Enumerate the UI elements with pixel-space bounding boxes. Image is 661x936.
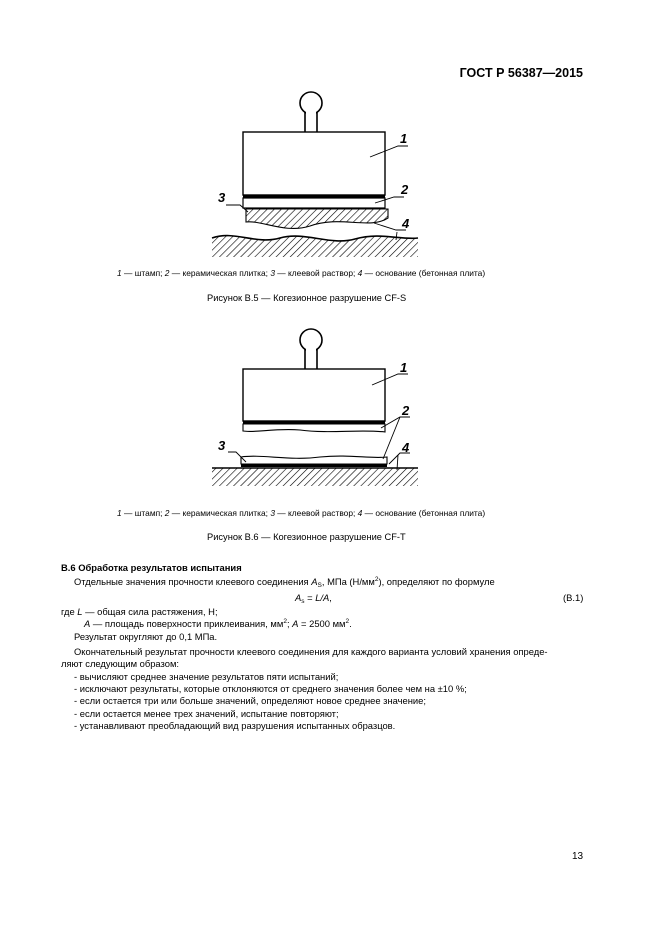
final-result-line-1: Окончательный результат прочности клеевого соединения для каждого варианта условий хранения опреде- xyxy=(74,646,548,657)
stamp-handle xyxy=(300,92,322,133)
area-text-d: . xyxy=(349,618,352,629)
concrete-base xyxy=(212,468,418,486)
area-superscript-2: 2 xyxy=(345,618,350,625)
area-symbol: A xyxy=(84,618,91,629)
formula-subscript: s xyxy=(301,598,305,605)
area-symbol-2: A xyxy=(292,618,299,629)
where-text-a: где xyxy=(61,606,78,617)
legend-text-1: — штамп; xyxy=(121,268,165,278)
final-result-line-2: ляют следующим образом: xyxy=(61,658,179,669)
legend-num-3: 3 xyxy=(270,268,275,278)
area-line xyxy=(84,618,352,630)
stamp-block xyxy=(243,369,385,421)
tile-layer xyxy=(243,195,385,208)
label-3: 3 xyxy=(218,190,226,205)
legend-num-2: 2 xyxy=(164,508,170,518)
tile-layer-bottom xyxy=(241,456,387,467)
legend-num-4: 4 xyxy=(357,268,363,278)
area-text-b: ; xyxy=(286,618,293,629)
legend-num-3: 3 xyxy=(270,508,275,518)
legend-num-1: 1 xyxy=(117,508,122,518)
p1-subscript: S xyxy=(317,582,322,589)
legend-num-1: 1 xyxy=(117,268,122,278)
legend-text-2: — керамическая плитка; xyxy=(169,268,271,278)
label-4: 4 xyxy=(402,216,410,231)
page-number: 13 xyxy=(572,851,584,862)
adhesive-layer xyxy=(246,209,388,228)
legend-text-4: — основание (бетонная плита) xyxy=(362,508,486,518)
area-superscript: 2 xyxy=(283,618,287,625)
figure-b5-caption: Рисунок В.5 — Когезионное разрушение CF-S xyxy=(207,293,407,303)
label-2: 2 xyxy=(402,403,410,418)
legend-num-2: 2 xyxy=(164,268,170,278)
formula-end: , xyxy=(329,592,332,603)
where-symbol: L xyxy=(77,606,83,617)
label-1: 1 xyxy=(400,360,408,375)
legend-text-3: — клеевой раствор; xyxy=(274,508,358,518)
legend-text-2: — керамическая плитка; xyxy=(169,508,271,518)
formula-equals: = xyxy=(304,592,316,603)
figure-b5-legend xyxy=(117,268,485,278)
label-1: 1 xyxy=(400,131,408,146)
legend-text-3: — клеевой раствор; xyxy=(274,268,358,278)
figure-b6-diagram xyxy=(0,316,661,491)
bullet-3: - если остается три или больше значений, определяют новое среднее значение; xyxy=(74,695,426,706)
p1-superscript: 2 xyxy=(374,576,379,583)
where-text-b: — общая сила растяжения, Н; xyxy=(82,606,218,617)
stamp-block xyxy=(243,132,385,195)
formula-number: (В.1) xyxy=(563,592,584,603)
legend-text-4: — основание (бетонная плита) xyxy=(362,268,486,278)
paragraph-strength xyxy=(74,576,495,588)
bullet-4: - если остается менее трех значений, испытание повторяют; xyxy=(74,708,339,719)
legend-text-1: — штамп; xyxy=(121,508,165,518)
p1-symbol: A xyxy=(311,576,318,587)
figure-b5-diagram xyxy=(0,80,661,265)
p1-text-b: , МПа (Н/мм xyxy=(321,576,375,587)
p1-text-a: Отдельные значения прочности клеевого соединения xyxy=(74,576,312,587)
figure-b6-caption: Рисунок В.6 — Когезионное разрушение CF-T xyxy=(207,532,406,542)
tile-layer-top xyxy=(243,421,385,432)
bullet-2: - исключают результаты, которые отклоняются от среднего значения более чем на ±10 %; xyxy=(74,683,467,694)
p1-text-c: ), определяют по формуле xyxy=(378,576,495,587)
formula-rhs: L/A xyxy=(315,592,330,603)
where-line xyxy=(61,606,218,618)
label-2: 2 xyxy=(401,182,409,197)
label-3: 3 xyxy=(218,438,226,453)
rounding-line: Результат округляют до 0,1 МПа. xyxy=(74,631,218,642)
standard-code: ГОСТ Р 56387—2015 xyxy=(459,66,583,80)
stamp-handle xyxy=(300,329,322,370)
bullet-1: - вычисляют среднее значение результатов пяти испытаний; xyxy=(74,671,339,682)
label-4: 4 xyxy=(402,440,410,455)
area-text-c: = 2500 мм xyxy=(298,618,346,629)
formula-symbol: A xyxy=(295,592,302,603)
legend-num-4: 4 xyxy=(357,508,363,518)
bullet-5: - устанавливают преобладающий вид разрушения испытанных образцов. xyxy=(74,720,396,731)
area-text-a: — площадь поверхности приклеивания, мм xyxy=(90,618,284,629)
section-heading: В.6 Обработка результатов испытания xyxy=(61,562,242,573)
formula xyxy=(295,592,332,604)
figure-b6-legend xyxy=(117,508,485,518)
